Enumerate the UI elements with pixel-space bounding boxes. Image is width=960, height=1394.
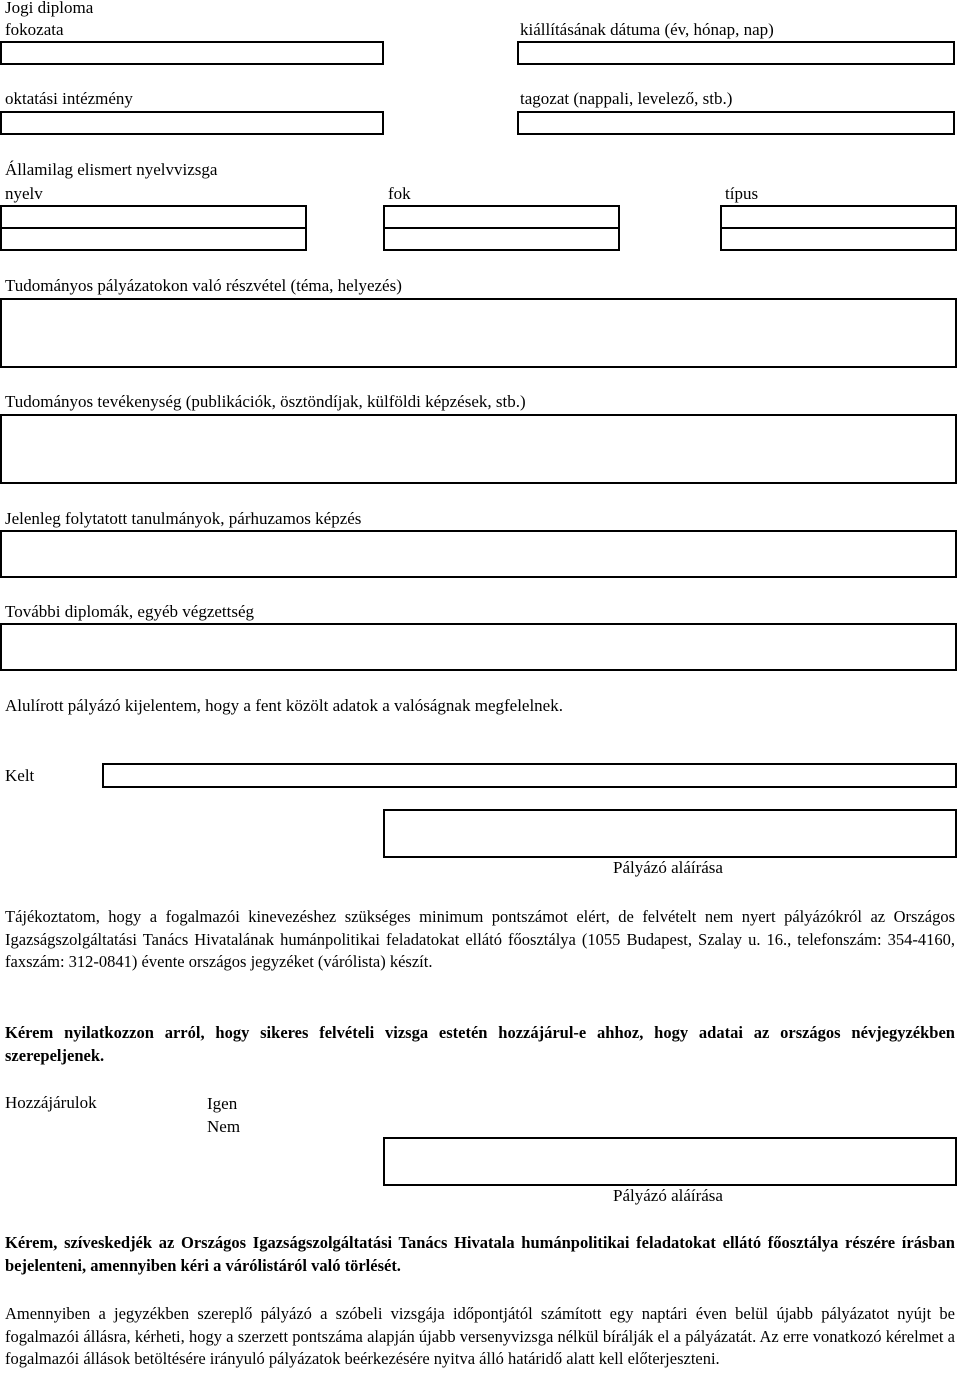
label-kelt: Kelt [5,766,35,785]
section-title-jogi-diploma: Jogi diploma [5,0,94,17]
tovabbi-diplomak-field[interactable] [0,623,957,671]
tipus-field-1[interactable] [720,205,957,229]
fok-field-1[interactable] [383,205,620,229]
label-kiallitas-datuma: kiállításának dátuma (év, hónap, nap) [520,20,774,39]
fok-field-2[interactable] [383,227,620,251]
nyelv-field-2[interactable] [0,227,307,251]
label-tanulmanyok: Jelenleg folytatott tanulmányok, párhuzamos képzés [5,509,362,528]
signature-field-1[interactable] [383,809,957,858]
tipus-field-2[interactable] [720,227,957,251]
info-paragraph: Tájékoztatom, hogy a fogalmazói kinevezéshez szükséges minimum pontszámot elért, de felvételt nem nyert pályázókról az Országos Igazságszolgáltatási Tanács Hivatalának humánpolitikai feladatokat ellátó főosztálya (1055 Budapest, Szalay u. 16., telefonszám: 354-4160, faxszám: 312-0841) évente országos jegyzéket (várólista) készít. [5,907,955,971]
label-tovabbi-diplomak: További diplomák, egyéb végzettség [5,602,255,621]
label-tudomanyos-palyazatok: Tudományos pályázatokon való részvétel (téma, helyezés) [5,276,402,295]
nyelv-field-1[interactable] [0,205,307,229]
label-nyelv: nyelv [5,184,43,203]
fokozata-field[interactable] [0,41,384,65]
tagozat-field[interactable] [517,111,955,135]
consent-question: Kérem nyilatkozzon arról, hogy sikeres felvételi vizsga estetén hozzájárul-e ahhoz, hogy adatai az országos névjegyzékben szerepeljenek. [5,1023,955,1065]
signature-label-1: Pályázó aláírása [613,858,723,877]
label-fokozata: fokozata [5,20,64,39]
label-tudomanyos-tevekenyseg: Tudományos tevékenység (publikációk, ösztöndíjak, külföldi képzések, stb.) [5,392,526,411]
kiallitas-datuma-field[interactable] [517,41,955,65]
kelt-field[interactable] [102,763,957,788]
tudomanyos-palyazatok-field[interactable] [0,298,957,368]
signature-field-2[interactable] [383,1137,957,1186]
final-paragraph: Amennyiben a jegyzékben szereplő pályázó a szóbeli vizsgája időpontjától számított egy naptári éven belül újabb pályázatot nyújt be fogalmazói állásra, kérheti, hogy a szerzett pontszáma alapján újabb versenyvizsga nélkül bírálják el a pályázatát. Az erre vonatkozó kérelmet a fogalmazói állások betöltésére irányuló pályázatok beérkezésére nyitva álló határidő alatt kell előterjeszteni. [5,1304,955,1368]
section-title-nyelvvizsga: Államilag elismert nyelvvizsga [5,160,218,179]
label-fok: fok [388,184,411,203]
oktatasi-intezmeny-field[interactable] [0,111,384,135]
removal-request: Kérem, szíveskedjék az Országos Igazságszolgáltatási Tanács Hivatala humánpolitikai feladatokat ellátó főosztálya részére írásban bejelenteni, amennyiben kéri a várólistáról való törlését. [5,1233,955,1275]
consent-option-nem[interactable]: Nem [207,1117,241,1136]
label-tagozat: tagozat (nappali, levelező, stb.) [520,89,733,108]
label-oktatasi-intezmeny: oktatási intézmény [5,89,133,108]
label-tipus: típus [725,184,759,203]
declaration-text: Alulírott pályázó kijelentem, hogy a fent közölt adatok a valóságnak megfelelnek. [5,696,563,715]
consent-option-igen[interactable]: Igen [207,1094,238,1113]
tanulmanyok-field[interactable] [0,530,957,578]
signature-label-2: Pályázó aláírása [613,1186,723,1205]
tudomanyos-tevekenyseg-field[interactable] [0,414,957,484]
consent-label: Hozzájárulok [5,1093,97,1112]
